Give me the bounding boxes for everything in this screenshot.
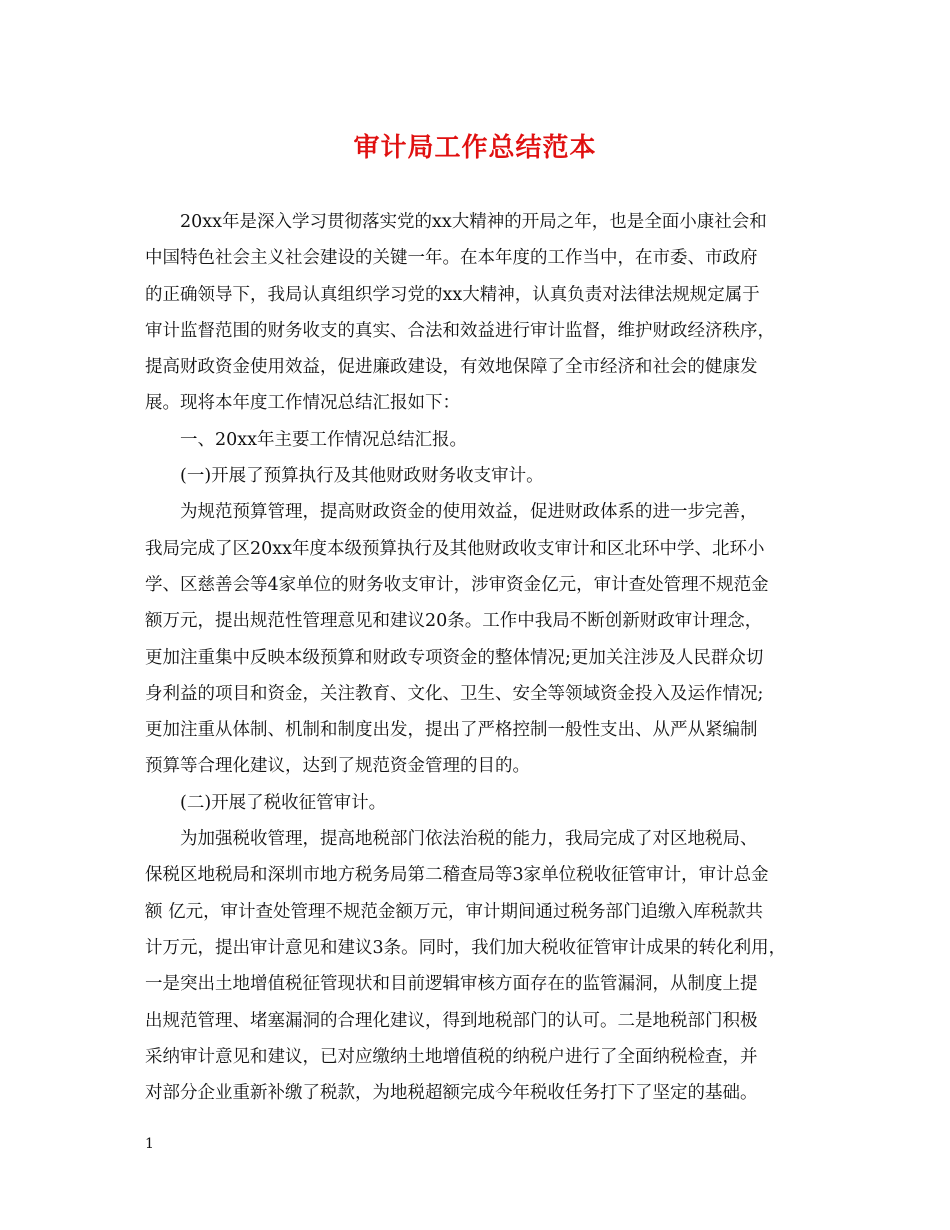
text-line: 为加强税收管理，提高地税部门依法治税的能力，我局完成了对区地税局、	[180, 829, 758, 850]
text-line: 额万元，提出规范性管理意见和建议20条。工作中我局不断创新财政审计理念，	[145, 611, 763, 632]
text-line: 对部分企业重新补缴了税款，为地税超额完成今年税收任务打下了坚定的基础。	[145, 1083, 758, 1104]
text-line: 更加注重集中反映本级预算和财政专项资金的整体情况;更加关注涉及人民群众切	[145, 647, 764, 668]
text-line: 学、区慈善会等4家单位的财务收支审计，涉审资金亿元，审计查处管理不规范金	[145, 574, 769, 595]
text-line: (二)开展了税收征管审计。	[180, 792, 387, 813]
text-line: 中国特色社会主义社会建设的关键一年。在本年度的工作当中，在市委、市政府	[145, 248, 758, 269]
text-line: 一是突出土地增值税征管现状和目前逻辑审核方面存在的监管漏洞，从制度上提	[145, 974, 758, 995]
text-line: 提高财政资金使用效益，促进廉政建设，有效地保障了全市经济和社会的健康发	[145, 357, 758, 378]
text-line: 额 亿元，审计查处管理不规范金额万元，审计期间通过税务部门追缴入库税款共	[145, 901, 764, 922]
text-line: 20xx年是深入学习贯彻落实党的xx大精神的开局之年，也是全面小康社会和	[180, 212, 767, 232]
text-line: (一)开展了预算执行及其他财政财务收支审计。	[180, 466, 544, 487]
text-line: 展。现将本年度工作情况总结汇报如下：	[145, 393, 460, 414]
text-line: 我局完成了区20xx年度本级预算执行及其他财政收支审计和区北环中学、北环小	[145, 538, 765, 559]
text-line: 保税区地税局和深圳市地方税务局第二稽查局等3家单位税收征管审计，审计总金	[145, 865, 769, 886]
document-body	[145, 204, 835, 1111]
text-line: 计万元，提出审计意见和建议3条。同时，我们加大税收征管审计成果的转化利用，	[145, 937, 787, 958]
text-line: 为规范预算管理，提高财政资金的使用效益，促进财政体系的进一步完善，	[180, 502, 758, 523]
page-number: 1	[145, 1136, 154, 1152]
text-line: 身利益的项目和资金，关注教育、文化、卫生、安全等领域资金投入及运作情况;	[145, 683, 764, 704]
text-line: 审计监督范围的财务收支的真实、合法和效益进行审计监督，维护财政经济秩序，	[145, 320, 775, 341]
text-line: 更加注重从体制、机制和制度出发，提出了严格控制一般性支出、从严从紧编制	[145, 720, 758, 741]
text-line: 预算等合理化建议，达到了规范资金管理的目的。	[145, 756, 530, 777]
text-line: 采纳审计意见和建议，已对应缴纳土地增值税的纳税户进行了全面纳税检查，并	[145, 1046, 758, 1067]
text-line: 出规范管理、堵塞漏洞的合理化建议，得到地税部门的认可。二是地税部门积极	[145, 1010, 758, 1031]
text-line: 的正确领导下，我局认真组织学习党的xx大精神，认真负责对法律法规规定属于	[145, 284, 760, 305]
document-title: 审计局工作总结范本	[353, 133, 597, 163]
text-line: 一、20xx年主要工作情况总结汇报。	[180, 429, 468, 450]
